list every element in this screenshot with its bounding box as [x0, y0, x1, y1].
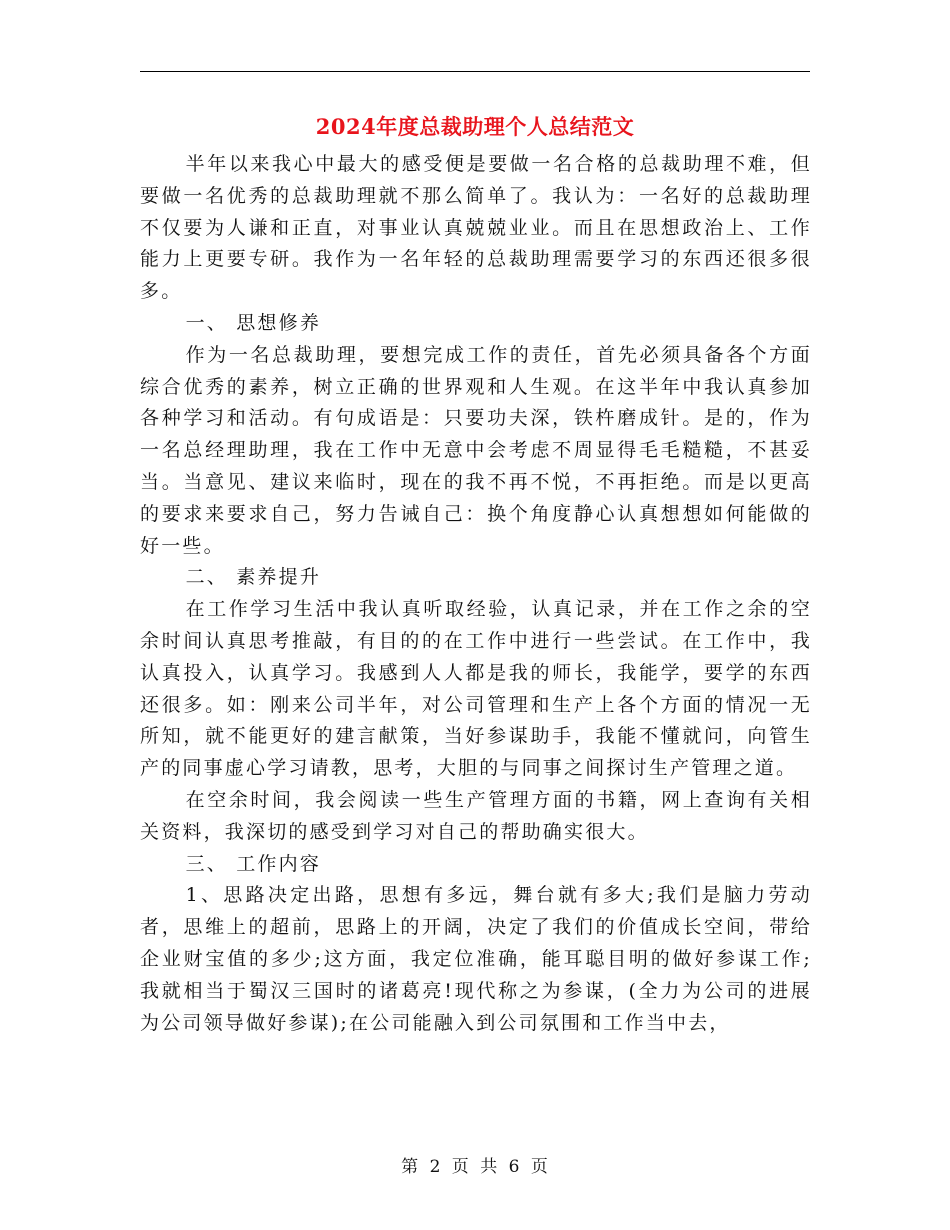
paragraph-section-2a: 在工作学习生活中我认真听取经验，认真记录，并在工作之余的空余时间认真思考推敲，有目的的在工作中进行一些尝试。在工作中，我认真投入，认真学习。我感到人人都是我的师长，我能学，要学的东西还很多。如：刚来公司半年，对公司管理和生产上各个方面的情况一无所知，就不能更好的建言献策，当好参谋助手，我能不懂就问，向管生产的同事虚心学习请教，思考，大胆的与同事之间探讨生产管理之道。 — [140, 598, 812, 780]
paragraph-intro: 半年以来我心中最大的感受便是要做一名合格的总裁助理不难，但要做一名优秀的总裁助理就不那么简单了。我认为：一名好的总裁助理不仅要为人谦和正直，对事业认真兢兢业业。而且在思想政治上、工作能力上更要专研。我作为一名年轻的总裁助理需要学习的东西还很多很多。 — [140, 153, 812, 303]
page-number-footer: 第 2 页 共 6 页 — [401, 1157, 549, 1177]
section-heading-1: 一、 思想修养 — [185, 311, 322, 334]
paragraph-section-2b: 在空余时间，我会阅读一些生产管理方面的书籍，网上查询有关相关资料，我深切的感受到学习对自己的帮助确实很大。 — [140, 788, 812, 843]
document-title: 2024年度总裁助理个人总结范文 — [315, 114, 635, 139]
section-heading-2: 二、 素养提升 — [185, 566, 322, 589]
header-rule — [140, 71, 810, 72]
paragraph-section-3-item-1: 1、思路决定出路，思想有多远，舞台就有多大;我们是脑力劳动者，思维上的超前，思路上的开阔，决定了我们的价值成长空间，带给企业财宝值的多少;这方面，我定位准确，能耳聪目明的做好参谋工作;我就相当于蜀汉三国时的诸葛亮!现代称之为参谋，(全力为公司的进展为公司领导做好参谋);在公司能融入到公司氛围和工作当中去， — [140, 884, 812, 1034]
paragraph-section-1: 作为一名总裁助理，要想完成工作的责任，首先必须具备各个方面综合优秀的素养，树立正确的世界观和人生观。在这半年中我认真参加各种学习和活动。有句成语是：只要功夫深，铁杵磨成针。是的，作为一名总经理助理，我在工作中无意中会考虑不周显得毛毛糙糙，不甚妥当。当意见、建议来临时，现在的我不再不悦，不再拒绝。而是以更高的要求来要求自己，努力告诫自己：换个角度静心认真想想如何能做的好一些。 — [140, 343, 812, 557]
section-heading-3: 三、 工作内容 — [185, 852, 322, 875]
document-body — [140, 149, 812, 1039]
